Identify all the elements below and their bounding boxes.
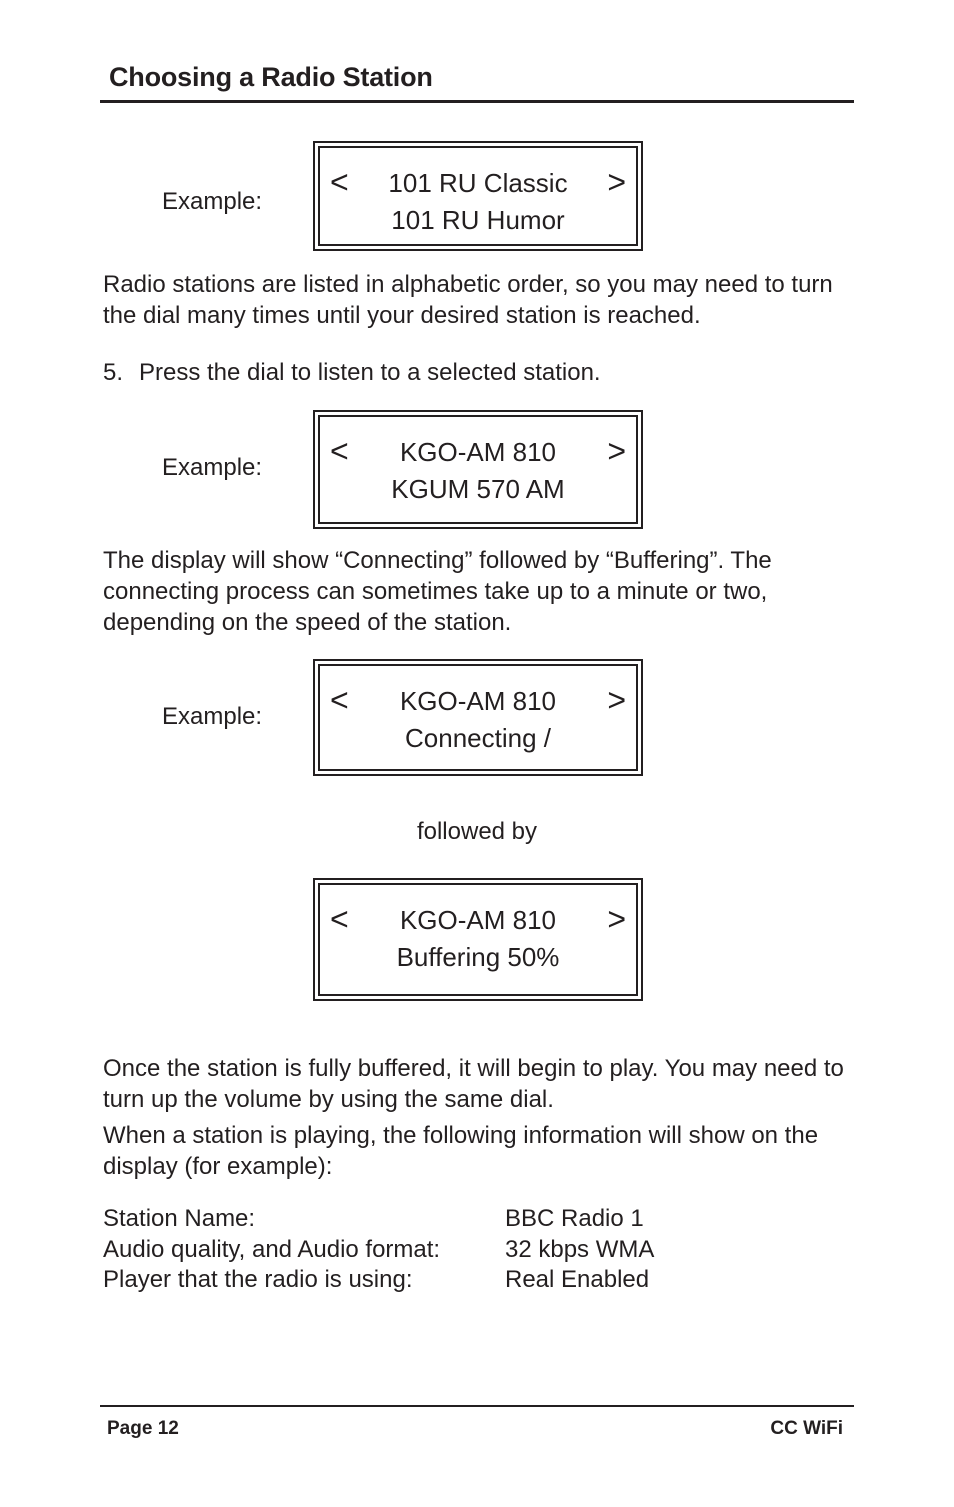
lcd-line-2: Connecting / <box>405 723 551 753</box>
lcd-line-2: Buffering 50% <box>396 942 560 972</box>
footer-rule <box>100 1405 854 1407</box>
page-number: Page 12 <box>107 1418 179 1439</box>
paragraph-buffered: Once the station is fully buffered, it will begin to play. You may need to turn up the volume by using the same dial. <box>103 1055 844 1113</box>
lcd-line-2: KGUM 570 AM <box>391 474 565 504</box>
lcd-display <box>313 659 643 776</box>
example-label: Example: <box>162 454 263 481</box>
info-key: Audio quality, and Audio format: <box>103 1236 441 1263</box>
example-label: Example: <box>162 703 263 730</box>
header-rule <box>100 100 854 103</box>
lcd-line-1: KGO-AM 810 <box>399 686 557 716</box>
paragraph-connecting: The display will show “Connecting” followed by “Buffering”. The connecting process can sometimes take up to a minute or two, depending on the speed of the station. <box>103 547 772 636</box>
left-arrow-icon: < <box>330 433 349 469</box>
step-number: 5. <box>103 359 124 386</box>
right-arrow-icon: > <box>607 433 626 469</box>
followed-by-text: followed by <box>416 818 538 845</box>
right-arrow-icon: > <box>607 682 626 718</box>
info-value: 32 kbps WMA <box>505 1236 655 1263</box>
right-arrow-icon: > <box>607 164 626 200</box>
lcd-line-1: KGO-AM 810 <box>399 437 557 467</box>
left-arrow-icon: < <box>330 164 349 200</box>
info-row <box>103 1264 863 1295</box>
example-label: Example: <box>162 188 263 215</box>
info-row <box>103 1203 863 1234</box>
left-arrow-icon: < <box>330 682 349 718</box>
info-key: Player that the radio is using: <box>103 1266 413 1293</box>
step-text: Press the dial to listen to a selected station. <box>139 359 601 386</box>
page-title: Choosing a Radio Station <box>109 62 433 92</box>
paragraph-playing: When a station is playing, the following information will show on the display (for example): <box>103 1122 819 1180</box>
lcd-line-1: 101 RU Classic <box>388 168 568 198</box>
lcd-display <box>313 878 643 1001</box>
lcd-display <box>313 141 643 251</box>
lcd-display <box>313 410 643 529</box>
lcd-line-1: KGO-AM 810 <box>399 905 557 935</box>
info-key: Station Name: <box>103 1205 256 1232</box>
paragraph-alphabetic: Radio stations are listed in alphabetic order, so you may need to turn the dial many times until your desired station is reached. <box>103 271 833 329</box>
info-value: BBC Radio 1 <box>505 1205 644 1232</box>
product-name: CC WiFi <box>770 1418 843 1439</box>
right-arrow-icon: > <box>607 901 626 937</box>
info-row <box>103 1234 863 1265</box>
left-arrow-icon: < <box>330 901 349 937</box>
info-value: Real Enabled <box>505 1266 650 1293</box>
lcd-line-2: 101 RU Humor <box>391 205 565 235</box>
